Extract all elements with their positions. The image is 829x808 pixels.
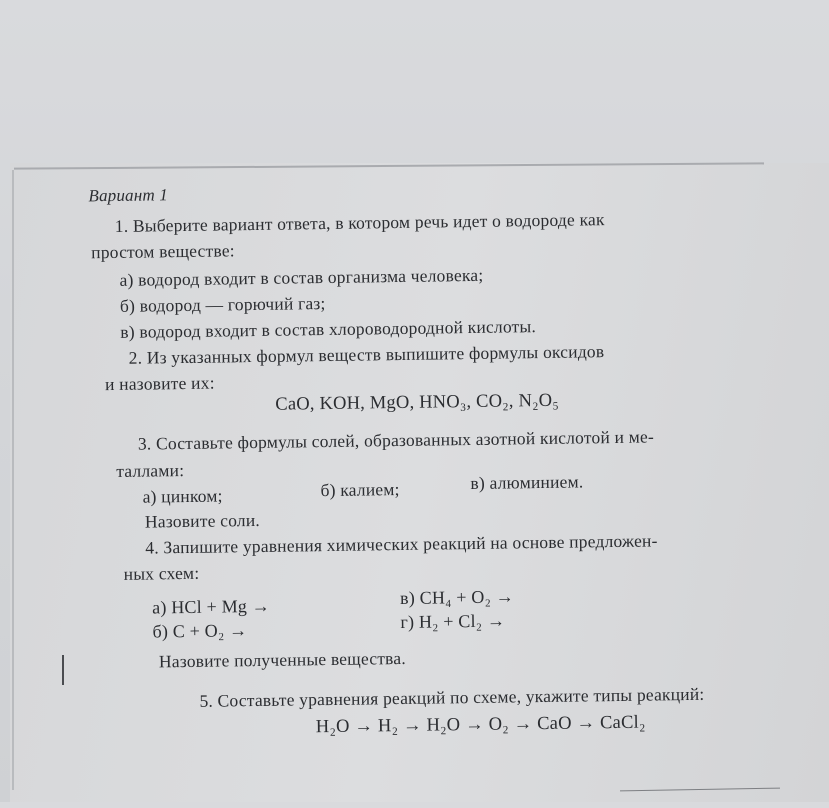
q3-option-b: б) калием; (320, 479, 400, 501)
q5-scheme: H₂O → H₂ → H₂O → O₂ → CaO → CaCl₂ (315, 712, 646, 738)
q4-instruction: Назовите полученные вещества. (158, 647, 406, 672)
q4-text-line1: 4. Запишите уравнения химических реакций на основе предложен- (145, 530, 658, 558)
q2-text-line2: и назовите их: (104, 372, 215, 395)
q1-option-b: б) водород — горючий газ; (119, 293, 326, 316)
q2-text-line1: 2. Из указанных формул веществ выпишите формулы оксидов (128, 341, 605, 368)
q4-eq-g: г) H₂ + Cl₂ → (400, 610, 506, 633)
q1-option-c: в) водород входит в состав хлороводородной кислоты. (120, 316, 537, 342)
q1-option-a: а) водород входит в состав организма человека; (119, 264, 484, 290)
q4-eq-a: а) HCl + Mg → (152, 595, 271, 618)
q4-eq-b: б) C + O₂ → (152, 620, 248, 642)
q5-text-line1: 5. Составьте уравнения реакций по схеме, укажите типы реакций: (199, 683, 705, 711)
q3-option-c: в) алюминием. (470, 471, 584, 494)
q1-text-line2: простом веществе: (91, 240, 235, 263)
q3-option-a: а) цинком; (142, 485, 223, 507)
q3-text-line1: 3. Составьте формулы солей, образованных азотной кислотой и ме- (137, 426, 655, 454)
q3-instruction: Назовите соли. (144, 509, 261, 532)
q1-text-line1: 1. Выберите вариант ответа, в котором речь идет о водороде как (114, 209, 605, 236)
q2-formulas: CaO, KOH, MgO, HNO₃, CO₂, N₂O₅ (275, 390, 560, 415)
variant-title: Вариант 1 (88, 185, 169, 206)
q3-text-line2: таллами: (116, 460, 185, 481)
q4-text-line2: ных схем: (123, 562, 200, 584)
q4-eq-v: в) CH₄ + O₂ → (399, 586, 515, 609)
